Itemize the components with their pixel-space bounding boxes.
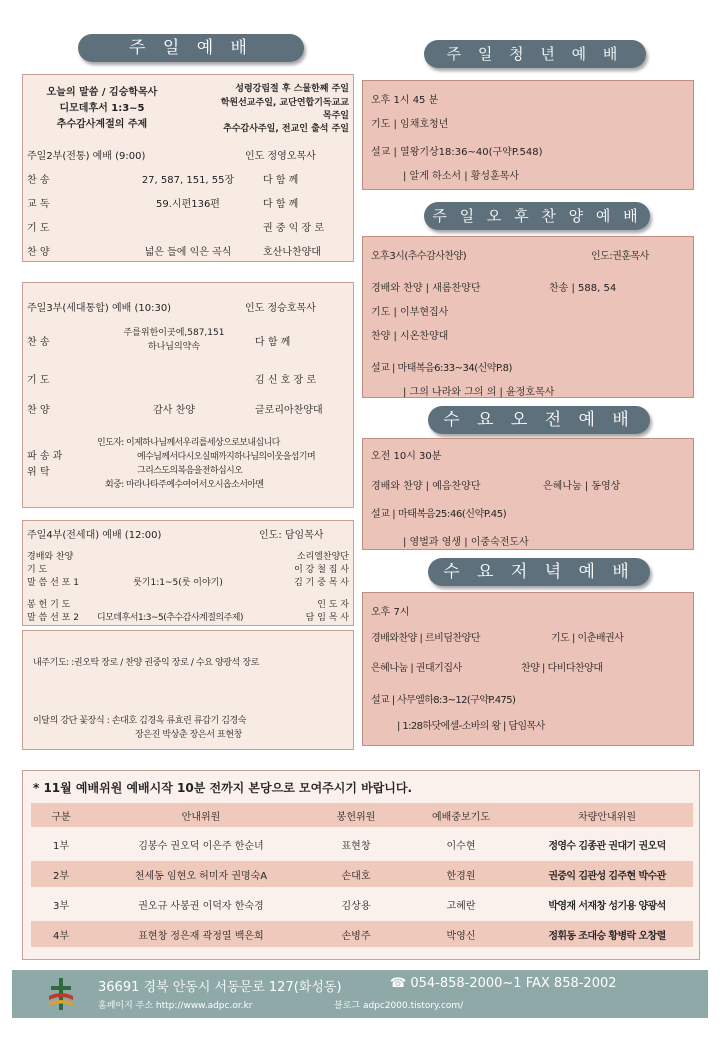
- dispatch-label-2: 위 탁: [27, 467, 50, 478]
- table-cell: 3부: [52, 900, 70, 912]
- youth-sermon: 설교 | 열왕기상18:36~40(구약P.548): [371, 147, 543, 158]
- table-cell: 표현창 정은재 곽정열 백은희: [138, 930, 264, 942]
- service2-row-value: 59.시편136편: [156, 199, 220, 210]
- table-cell: 권중익 김관성 김주현 박수관: [548, 870, 666, 882]
- service2-row-key: 기 도: [27, 223, 50, 234]
- wed-morning-panel: [362, 438, 694, 550]
- wed-evening-time: 오후 7시: [371, 607, 410, 618]
- wed-evening-choir: 찬양 | 다비다찬양대: [521, 663, 603, 674]
- wed-evening-prayer: 기도 | 이춘배권사: [551, 633, 624, 644]
- youth-panel: [362, 80, 694, 190]
- wed-evening-praise: 경배와찬양 | 르비딤찬양단: [371, 633, 480, 644]
- wed-evening-panel: [362, 592, 694, 746]
- sermon-theme: 추수감사계절의 주제: [56, 119, 148, 130]
- service4-row-key: 경배와 찬양: [27, 552, 74, 562]
- table-cell: 표현창: [341, 840, 371, 852]
- service3-row-person: 다 함 께: [255, 337, 291, 348]
- church-address: 36691 경북 안동시 서동문로 127(화성동): [98, 980, 342, 995]
- afternoon-panel: [362, 236, 694, 398]
- header-cell: 안내위원: [181, 811, 221, 823]
- dispatch-line-4: 회중: 마라나타주예수여어서오시옵소서아멘: [105, 480, 264, 490]
- wed-evening-sermon-title: | 1:28하닷에셀-소바의 왕 | 담임목사: [397, 721, 545, 732]
- service3-row-value: 주를위한이곳에,587,151: [123, 328, 225, 338]
- youth-sermon-title: | 알게 하소서 | 황성훈목사: [403, 171, 520, 182]
- committee-panel: [22, 770, 700, 960]
- table-cell: 2부: [52, 870, 70, 882]
- service4-row-person: 이 강 철 집 사: [294, 565, 349, 575]
- service4-row-value: 룻기1:1~5(룻 이야기): [133, 578, 223, 588]
- dispatch-label: 파 송 과: [27, 451, 63, 462]
- liturgy-line-4: 추수감사주일, 전교인 출석 주일: [223, 124, 349, 134]
- youth-time: 오후 1시 45 분: [371, 95, 439, 106]
- table-row: [31, 861, 693, 887]
- service3-row-value: 감사 찬양: [153, 405, 195, 416]
- dispatch-line-1: 인도자: 이제하나님께서우리를세상으로보내십니다: [97, 438, 280, 448]
- footer: [12, 970, 708, 1018]
- table-cell: 한경원: [446, 870, 476, 882]
- afternoon-sermon: 설교 | 마태복음6:33~34(신약P.8): [371, 363, 512, 374]
- service3-row-value-2: 하나님의약속: [147, 342, 201, 352]
- table-cell: 정영수 김종관 권대기 권오덕: [548, 840, 666, 852]
- church-phone: ☎ 054-858-2000~1 FAX 858-2002: [390, 976, 617, 991]
- table-row: [31, 891, 693, 917]
- table-cell: 정휘동 조대승 황병락 오창렬: [548, 930, 666, 942]
- table-row: [31, 921, 693, 947]
- sunday-youth-heading: 주 일 청 년 예 배: [424, 40, 646, 68]
- service4-row-key: 말 씀 선 포 2: [27, 613, 79, 623]
- sunday-service3-panel: [22, 282, 354, 508]
- table-cell: 박영재 서재창 성기용 양광석: [548, 900, 666, 912]
- service2-row-person: 호산나찬양대: [263, 247, 321, 258]
- afternoon-choir: 찬양 | 시온찬양대: [371, 331, 449, 342]
- flower-decoration: 이달의 강단 꽃장식 : 손대호 김경옥 류효린 류갑기 김경숙: [33, 716, 247, 726]
- table-cell: 4부: [52, 930, 70, 942]
- sunday-service4-panel: [22, 520, 354, 626]
- service2-row-person: 권 중 익 장 로: [263, 223, 325, 234]
- service2-row-key: 교 독: [27, 199, 50, 210]
- table-cell: 손병주: [341, 930, 371, 942]
- dispatch-line-3: 그리스도의복음을전하십시오: [137, 466, 243, 476]
- prayer-flower-panel: [22, 630, 354, 750]
- wed-morning-heading: 수 요 오 전 예 배: [428, 406, 650, 434]
- wed-evening-sermon: 설교 | 사무엘하8:3~12(구약P.475): [371, 695, 516, 706]
- service4-row-value: 디모데후서1:3~5(추수감사계절의주제): [97, 613, 243, 623]
- service2-row-person: 다 함 께: [263, 175, 299, 186]
- youth-prayer: 기도 | 임채호청년: [371, 119, 449, 130]
- dispatch-line-2: 예수님께서다시오실때까지하나님의이웃을섬기며: [137, 452, 316, 462]
- homepage-link[interactable]: 홈페이지 주소 http://www.adpc.or.kr: [98, 1001, 253, 1011]
- service4-row-person: 담 임 목 사: [305, 613, 349, 623]
- committee-header-row: [31, 803, 693, 827]
- sunday-service2-panel: [22, 74, 354, 262]
- service3-row-key: 기 도: [27, 375, 50, 386]
- afternoon-sermon-title: | 그의 나라와 그의 의 | 윤정호목사: [403, 387, 555, 398]
- header-cell: 차량안내위원: [578, 811, 636, 823]
- service2-row-key: 찬 송: [27, 175, 50, 186]
- service2-row-value: 넓은 들에 익은 곡식: [144, 247, 232, 258]
- service3-row-key: 찬 양: [27, 405, 50, 416]
- sunday-worship-heading: 주 일 예 배: [78, 34, 304, 62]
- table-cell: 박영신: [446, 930, 476, 942]
- service3-row-person: 글로리아찬양대: [255, 405, 323, 416]
- header-cell: 예배중보기도: [432, 811, 490, 823]
- service3-row-person: 김 신 호 장 로: [255, 375, 317, 386]
- service2-row-person: 다 함 께: [263, 199, 299, 210]
- table-cell: 이수현: [446, 840, 476, 852]
- service3-title: 주일3부(세대통합) 예배 (10:30): [27, 303, 172, 314]
- table-row: [31, 831, 693, 857]
- service4-leader: 인도: 담임목사: [259, 530, 324, 541]
- liturgy-line-2: 학원선교주일, 교단연합기독교교: [220, 98, 349, 108]
- wed-morning-time: 오전 10시 30분: [371, 451, 442, 462]
- table-cell: 1부: [52, 840, 70, 852]
- table-cell: 김봉수 권오덕 이은주 한순녀: [138, 840, 264, 852]
- service4-row-key: 봉 헌 기 도: [27, 600, 71, 610]
- service2-row-value: 27, 587, 151, 55장: [141, 175, 235, 186]
- afternoon-hymn: 찬송 | 588, 54: [549, 283, 617, 294]
- sermon-intro-line: 오늘의 말씀 / 김승학목사: [46, 87, 158, 98]
- service2-row-key: 찬 양: [27, 247, 50, 258]
- service2-title: 주일2부(전통) 예배 (9:00): [27, 151, 146, 162]
- blog-link[interactable]: 블로그 adpc2000.tistory.com/: [334, 1001, 464, 1011]
- table-cell: 김상용: [341, 900, 371, 912]
- liturgy-line-1: 성령강림절 후 스물한째 주일: [235, 84, 349, 94]
- prayer-leaders: 내주기도: :권오탁 장로 / 찬양 권중익 장로 / 수요 양광석 장로: [33, 658, 259, 668]
- afternoon-praise: 경배와 찬양 | 새롬찬양단: [371, 283, 481, 294]
- service4-row-person: 인 도 자: [317, 600, 349, 610]
- service4-title: 주일4부(전세대) 예배 (12:00): [27, 530, 162, 541]
- service4-row-key: 기 도: [27, 565, 48, 575]
- afternoon-prayer: 기도 | 이부현집사: [371, 307, 449, 318]
- table-cell: 고혜란: [446, 900, 476, 912]
- service3-row-key: 찬 송: [27, 337, 50, 348]
- service2-leader: 인도 정영오목사: [245, 151, 316, 162]
- service4-row-person: 소리엘찬양단: [296, 552, 349, 562]
- sunday-afternoon-heading: 주 일 오 후 찬 양 예 배: [424, 202, 650, 230]
- wed-evening-heading: 수 요 저 녁 예 배: [428, 558, 650, 586]
- wed-morning-sermon-title: | 영벌과 영생 | 이중숙전도사: [403, 537, 529, 548]
- committee-title: * 11월 예배위원 예배시작 10분 전까지 본당으로 모여주시기 바랍니다.: [33, 781, 413, 795]
- service4-row-person: 김 기 중 목 사: [294, 578, 349, 588]
- header-cell: 구분: [51, 811, 71, 823]
- afternoon-time: 오후3시(추수감사찬양): [371, 251, 467, 262]
- liturgy-line-3: 목주일: [322, 111, 349, 121]
- afternoon-leader: 인도:권훈목사: [591, 251, 649, 262]
- flower-decoration-2: 장은진 박상춘 장은서 표현창: [135, 730, 242, 740]
- table-cell: 권오규 사봉권 이덕자 한숙경: [138, 900, 264, 912]
- service4-row-key: 말 씀 선 포 1: [27, 578, 79, 588]
- wed-morning-sermon: 설교 | 마태복음25:46(신약P.45): [371, 509, 507, 520]
- table-cell: 손대호: [341, 870, 371, 882]
- wed-evening-share: 은혜나눔 | 권대기집사: [371, 663, 462, 674]
- header-cell: 봉헌위원: [336, 811, 376, 823]
- wed-morning-praise: 경배와 찬양 | 예음찬양단: [371, 481, 481, 492]
- wed-morning-extra: 은혜나눔 | 동영상: [543, 481, 621, 492]
- sermon-scripture: 디모데후서 1:3~5: [59, 103, 145, 114]
- church-logo-icon: [46, 976, 76, 1012]
- table-cell: 천세동 임현오 허미자 권명숙A: [134, 870, 268, 882]
- service3-leader: 인도 정승호목사: [245, 303, 316, 314]
